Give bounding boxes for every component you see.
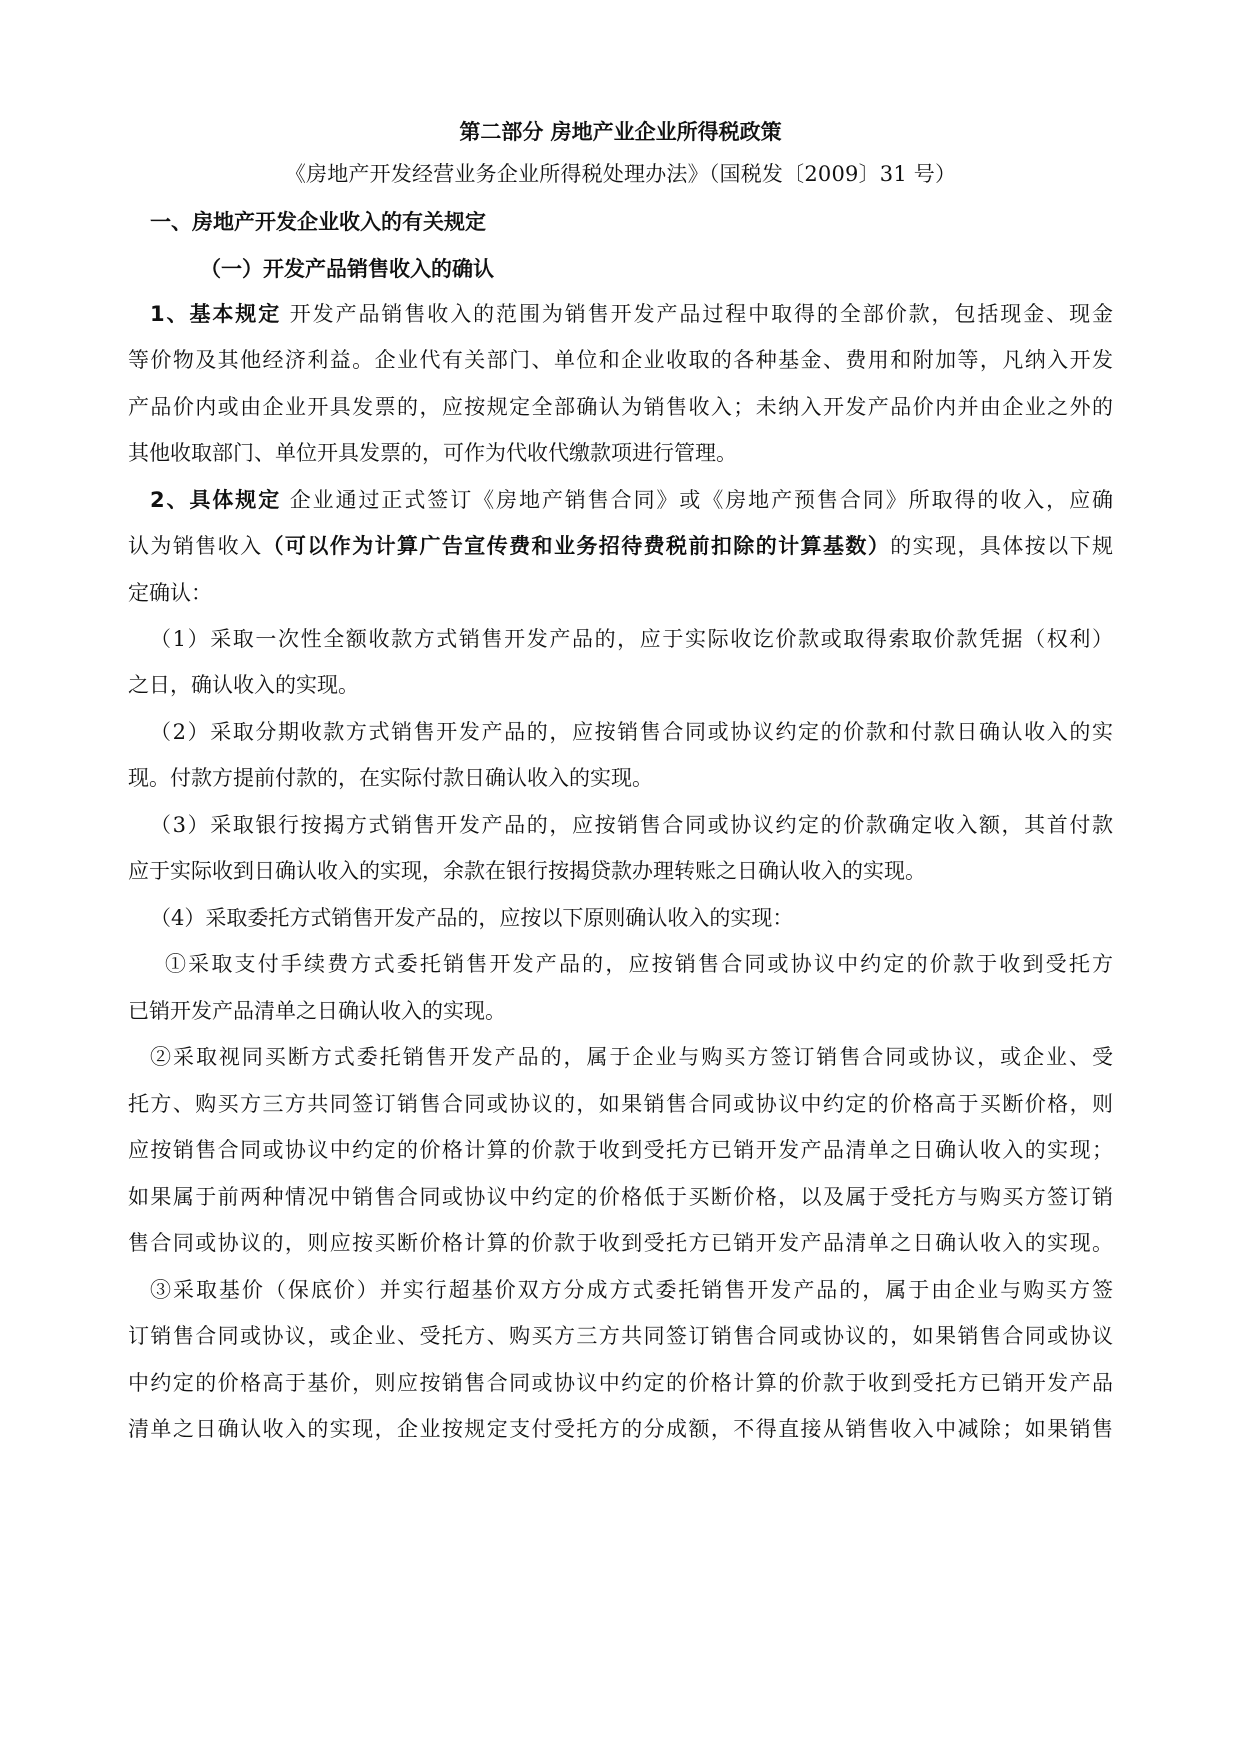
paragraph-basic-line-1 <box>150 297 1113 331</box>
circled-2-line-2: 托方、购买方三方共同签订销售合同或协议的，如果销售合同或协议中约定的价格高于买断价格，则 <box>128 1092 1113 1116</box>
circled-2-line-1: ②采取视同买断方式委托销售开发产品的，属于企业与购买方签订销售合同或协议，或企业、受 <box>150 1045 1113 1069</box>
item-1-line-1: （1）采取一次性全额收款方式销售开发产品的，应于实际收讫价款或取得索取价款凭据（权利） <box>150 627 1113 651</box>
circled-3-line-4: 清单之日确认收入的实现，企业按规定支付受托方的分成额，不得直接从销售收入中减除；如果销售 <box>128 1417 1113 1441</box>
paragraph-specific-line-3: 定确认： <box>128 581 212 605</box>
item-3-line-1: （3）采取银行按揭方式销售开发产品的，应按销售合同或协议约定的价款确定收入额，其首付款 <box>150 813 1113 837</box>
circled-1-line-2: 已销开发产品清单之日确认收入的实现。 <box>128 999 506 1023</box>
circled-2-line-5: 售合同或协议的，则应按买断价格计算的价款于收到受托方已销开发产品清单之日确认收入的实现。 <box>128 1231 1113 1255</box>
circled-3-line-3: 中约定的价格高于基价，则应按销售合同或协议中约定的价格计算的价款于收到受托方已销开发产品 <box>128 1371 1113 1395</box>
document-subtitle: 《房地产开发经营业务企业所得税处理办法》（国税发〔2009〕31 号） <box>284 162 957 186</box>
item-3-line-2: 应于实际收到日确认收入的实现，余款在银行按揭贷款办理转账之日确认收入的实现。 <box>128 859 926 883</box>
circled-1-line-1: ①采取支付手续费方式委托销售开发产品的，应按销售合同或协议中约定的价款于收到受托方 <box>165 952 1113 976</box>
paragraph-specific-pre: 认为销售收入 <box>128 534 263 558</box>
item-2-line-2: 现。付款方提前付款的，在实际付款日确认收入的实现。 <box>128 766 653 790</box>
section-heading: 一、房地产开发企业收入的有关规定 <box>150 210 486 234</box>
subsection-heading: （一）开发产品销售收入的确认 <box>200 257 494 281</box>
circled-2-line-3: 应按销售合同或协议中约定的价格计算的价款于收到受托方已销开发产品清单之日确认收入的实现； <box>128 1138 1113 1162</box>
circled-3-line-2: 订销售合同或协议，或企业、受托方、购买方三方共同签订销售合同或协议的，如果销售合同或协议 <box>128 1324 1113 1348</box>
paragraph-basic-line-3: 产品价内或由企业开具发票的，应按规定全部确认为销售收入；未纳入开发产品价内并由企业之外的 <box>128 395 1113 419</box>
paragraph-specific-line-2 <box>128 529 1113 563</box>
page-title: 第二部分 房地产业企业所得税政策 <box>459 120 782 144</box>
paragraph-basic-label: 1、基本规定 <box>150 302 282 326</box>
paragraph-specific-bold-note: （可以作为计算广告宣传费和业务招待费税前扣除的计算基数） <box>262 534 891 558</box>
paragraph-specific-label: 2、具体规定 <box>150 488 282 512</box>
item-1-line-2: 之日，确认收入的实现。 <box>128 673 359 697</box>
paragraph-basic-text: 开发产品销售收入的范围为销售开发产品过程中取得的全部价款，包括现金、现金 <box>289 302 1113 326</box>
item-2-line-1: （2）采取分期收款方式销售开发产品的，应按销售合同或协议约定的价款和付款日确认收入的实 <box>150 720 1113 744</box>
item-4-line-1: （4）采取委托方式销售开发产品的，应按以下原则确认收入的实现： <box>150 906 794 930</box>
paragraph-specific-text: 企业通过正式签订《房地产销售合同》或《房地产预售合同》所取得的收入，应确 <box>289 488 1113 512</box>
circled-3-line-1: ③采取基价（保底价）并实行超基价双方分成方式委托销售开发产品的，属于由企业与购买方签 <box>150 1278 1113 1302</box>
paragraph-specific-line-1 <box>150 483 1113 517</box>
paragraph-basic-line-2: 等价物及其他经济利益。企业代有关部门、单位和企业收取的各种基金、费用和附加等，凡纳入开发 <box>128 348 1113 372</box>
circled-2-line-4: 如果属于前两种情况中销售合同或协议中约定的价格低于买断价格，以及属于受托方与购买方签订销 <box>128 1185 1113 1209</box>
paragraph-specific-post: 的实现，具体按以下规 <box>890 534 1114 558</box>
paragraph-basic-line-4: 其他收取部门、单位开具发票的，可作为代收代缴款项进行管理。 <box>128 441 737 465</box>
